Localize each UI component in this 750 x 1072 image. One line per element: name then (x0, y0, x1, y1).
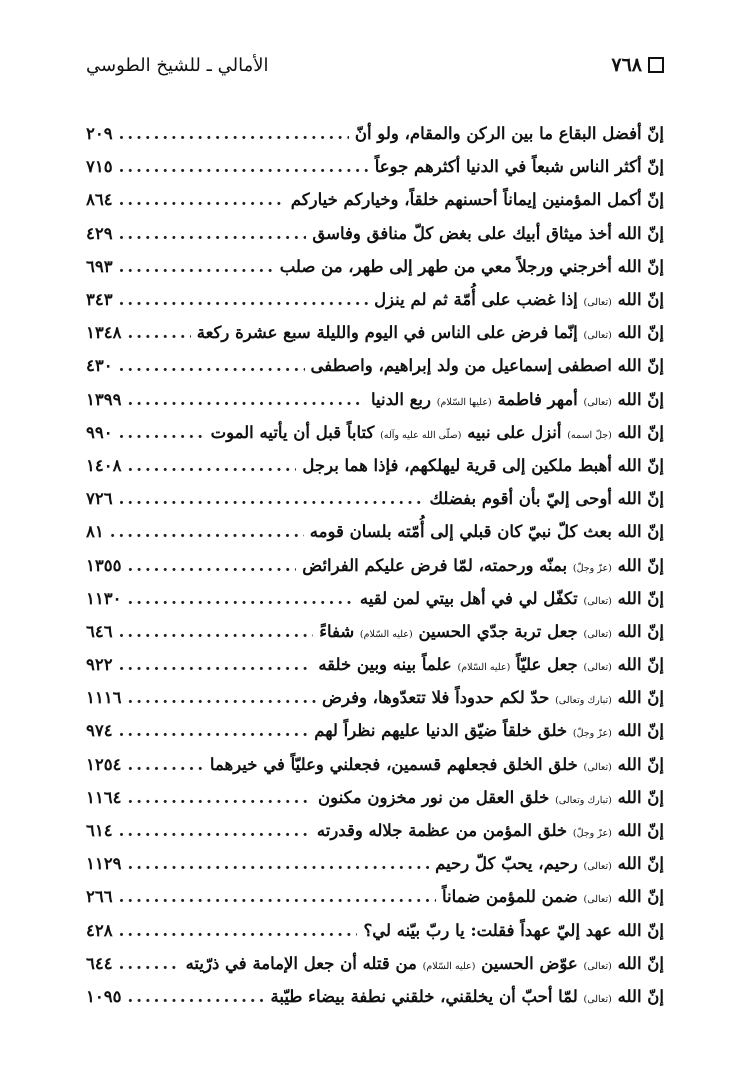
dot-leader (127, 556, 296, 575)
entry-text (211, 423, 664, 442)
entry-phrase: أمهر فاطمة (497, 389, 578, 409)
entry-phrase: إنّ الله (617, 854, 664, 874)
entry-text (314, 721, 664, 740)
entry-text (302, 556, 664, 575)
entry-page-number: ٦٤٦ (86, 621, 113, 641)
entry-phrase: إنّ الله بعث كلّ نبيّ كان قبلي إلى أُمّته بلسان قومه (309, 522, 664, 542)
index-entry (86, 316, 664, 349)
index-entry (86, 150, 664, 183)
entry-page-number: ٦١٤ (86, 821, 113, 841)
dot-leader (127, 788, 312, 807)
entry-text (429, 489, 664, 508)
index-entry (86, 482, 664, 515)
entry-text (271, 987, 665, 1006)
entry-honorific: (عليه السّلام) (457, 662, 511, 674)
dot-leader (127, 854, 429, 873)
entry-page-number: ٣٤٣ (86, 290, 113, 310)
entry-honorific: (تعالى) (583, 960, 612, 972)
entry-phrase: إنّ الله (617, 290, 664, 310)
entry-text (302, 456, 664, 475)
entry-phrase: إنّ الله (617, 422, 664, 442)
entry-page-number: ٧٢٦ (86, 489, 113, 509)
entry-honorific: (عليها السّلام) (436, 396, 492, 408)
index-entry (86, 914, 664, 947)
dot-leader (119, 423, 205, 442)
entry-phrase: إنّ الله (617, 555, 664, 575)
entry-honorific: (عليه السّلام) (422, 960, 476, 972)
entry-text (322, 688, 664, 707)
dot-leader (119, 290, 368, 309)
entry-page-number: ٦٤٤ (86, 953, 113, 973)
entry-text (360, 589, 664, 608)
entry-text (318, 788, 664, 807)
dot-leader (119, 489, 424, 508)
index-entry (86, 847, 664, 880)
entry-phrase: إنّ الله (617, 588, 664, 608)
entry-page-number: ٩٧٤ (86, 721, 113, 741)
entry-phrase: خلق الخلق فجعلهم قسمين، فجعلني وعليّاً في خيرهما (209, 754, 578, 774)
dot-leader (127, 589, 353, 608)
entry-text (363, 921, 664, 940)
entry-phrase: إنّ الله عهد إليّ عهداً فقلت: يا ربّ بيّنه لي؟ (363, 920, 664, 940)
index-entries (86, 117, 664, 1013)
index-entry (86, 515, 664, 548)
square-bullet-icon (648, 57, 664, 73)
index-entry (86, 250, 664, 283)
entry-page-number: ٢٦٦ (86, 887, 113, 907)
entry-phrase: إنّ الله أهبط ملكين إلى قرية ليهلكهم، فإذا هما برجل (302, 455, 664, 475)
entry-honorific: (تعالى) (583, 330, 612, 342)
index-entry (86, 880, 664, 913)
entry-page-number: ٩٩٠ (86, 422, 113, 442)
entry-honorific: (عزّ وجلّ) (572, 728, 612, 740)
entry-honorific: (عليه السّلام) (359, 628, 413, 640)
entry-page-number: ١٠٩٥ (86, 986, 122, 1006)
entry-phrase: إنّ الله اصطفى إسماعيل من ولد إبراهيم، واصطفى (310, 356, 664, 376)
dot-leader (119, 921, 358, 940)
entry-phrase: إنّ الله أخرجني ورجلاً معي من طهر إلى طهر، من صلب (279, 256, 664, 276)
dot-leader (119, 821, 311, 840)
entry-text (197, 323, 664, 342)
entry-honorific: (تعالى) (583, 993, 612, 1005)
entry-phrase: إنّ الله (617, 821, 664, 841)
entry-honorific: (عزّ وجلّ) (572, 562, 612, 574)
index-entry (86, 383, 664, 416)
index-entry (86, 748, 664, 781)
entry-text (319, 622, 664, 641)
dot-leader (119, 622, 314, 641)
entry-page-number: ١٣٥٥ (86, 555, 122, 575)
entry-phrase: إنّ الله (617, 953, 664, 973)
entry-honorific: (تعالى) (583, 595, 612, 607)
page-number (611, 54, 664, 76)
index-entry (86, 416, 664, 449)
index-entry (86, 615, 664, 648)
entry-text (310, 522, 664, 541)
book-title: الأمالي ـ للشيخ الطوسي (86, 54, 269, 76)
entry-page-number: ٩٢٢ (86, 655, 113, 675)
entry-page-number: ١١٢٩ (86, 854, 122, 874)
dot-leader (119, 257, 274, 276)
dot-leader (127, 390, 365, 409)
entry-page-number: ٦٩٣ (86, 256, 113, 276)
entry-page-number: ١١٣٠ (86, 588, 122, 608)
entry-phrase: إنّ الله (617, 323, 664, 343)
entry-honorific: (تعالى) (583, 761, 612, 773)
page-number-text: ٧٦٨ (611, 54, 642, 76)
entry-honorific: (تعالى) (583, 861, 612, 873)
index-entry (86, 217, 664, 250)
index-entry (86, 183, 664, 216)
index-entry (86, 582, 664, 615)
dot-leader (127, 987, 264, 1006)
entry-text (210, 755, 664, 774)
dot-leader (127, 688, 316, 707)
entry-honorific: (عزّ وجلّ) (572, 828, 612, 840)
dot-leader (119, 655, 313, 674)
entry-phrase: علماً بينه وبين خلقه (318, 655, 452, 675)
entry-phrase: إذا غضب على أُمّة ثم لم ينزل (374, 290, 578, 310)
entry-phrase: إنّ الله أخذ ميثاق أبيك على بغض كلّ منافق وفاسق (312, 223, 664, 243)
entry-text (317, 821, 664, 840)
entry-text (435, 854, 664, 873)
dot-leader (119, 190, 285, 209)
entry-phrase: إنّ الله (617, 754, 664, 774)
entry-phrase: عوّض الحسين (481, 953, 578, 973)
dot-leader (127, 456, 296, 475)
entry-page-number: ١٤٠٨ (86, 455, 122, 475)
entry-phrase: من قتله أن جعل الإمامة في ذرّيته (185, 953, 417, 973)
entry-phrase: ربع الدنيا (371, 389, 431, 409)
entry-text (374, 290, 664, 309)
entry-page-number: ٤٢٨ (86, 920, 113, 940)
entry-page-number: ١٣٤٨ (86, 323, 122, 343)
dot-leader (119, 224, 307, 243)
entry-phrase: جعل عليّاً (516, 655, 578, 675)
entry-phrase: إنّ الله (617, 721, 664, 741)
entry-page-number: ٧١٥ (86, 157, 113, 177)
index-entry (86, 548, 664, 581)
entry-phrase: إنّ أكمل المؤمنين إيماناً أحسنهم خلقاً، وخياركم خياركم (290, 190, 664, 210)
index-entry (86, 648, 664, 681)
index-entry (86, 283, 664, 316)
entry-page-number: ١٣٩٩ (86, 389, 122, 409)
entry-phrase: إنّ الله (617, 389, 664, 409)
entry-honorific: (جلّ اسمه) (567, 429, 612, 441)
entry-page-number: ٤٢٩ (86, 223, 113, 243)
dot-leader (119, 721, 309, 740)
entry-text (355, 124, 664, 143)
entry-phrase: إنّ الله (617, 688, 664, 708)
entry-text (375, 157, 664, 176)
entry-honorific: (تعالى) (583, 297, 612, 309)
entry-phrase: تكفّل لي في أهل بيتي لمن لقيه (359, 588, 578, 608)
index-entry (86, 947, 664, 980)
entry-phrase: بمنّه ورحمته، لمّا فرض عليكم الفرائض (302, 555, 568, 575)
entry-page-number: ١١٦٤ (86, 787, 122, 807)
entry-phrase: إنّ الله (617, 887, 664, 907)
index-entry (86, 714, 664, 747)
index-entry (86, 814, 664, 847)
entry-phrase: شفاءً (319, 621, 355, 641)
entry-text (186, 954, 664, 973)
entry-phrase: خلق خلقاً ضيّق الدنيا عليهم نظراً لهم (314, 721, 568, 741)
entry-text (318, 655, 664, 674)
index-entry (86, 349, 664, 382)
entry-phrase: حدّ لكم حدوداً فلا تتعدّوها، وفرض (322, 688, 550, 708)
dot-leader (119, 887, 436, 906)
entry-honorific: (تبارك وتعالى) (555, 695, 612, 707)
entry-honorific: (تعالى) (583, 662, 612, 674)
entry-phrase: إنّ الله (617, 986, 664, 1006)
entry-phrase: خلق العقل من نور مخزون مكنون (318, 787, 550, 807)
entry-phrase: إنّ الله أوحى إليّ بأن أقوم بفضلك (429, 489, 664, 509)
entry-phrase: إنّ أفضل البقاع ما بين الركن والمقام، ولو أنّ (354, 124, 664, 144)
entry-phrase: إنّ أكثر الناس شبعاً في الدنيا أكثرهم جوعاً (374, 157, 664, 177)
entry-phrase: إنّ الله (617, 621, 664, 641)
dot-leader (119, 356, 305, 375)
dot-leader (127, 323, 190, 342)
entry-text (312, 224, 664, 243)
entry-page-number: ٨١ (86, 522, 104, 542)
entry-honorific: (تعالى) (583, 628, 612, 640)
entry-honorific: (صلّى الله عليه وآله) (380, 429, 462, 441)
entry-page-number: ٢٠٩ (86, 124, 113, 144)
entry-page-number: ٨٦٤ (86, 190, 113, 210)
entry-page-number: ١٢٥٤ (86, 754, 122, 774)
index-entry (86, 681, 664, 714)
entry-phrase: أنزل على نبيه (467, 422, 562, 442)
entry-phrase: رحيم، يحبّ كلّ رحيم (435, 854, 578, 874)
entry-phrase: إنّما فرض على الناس في اليوم والليلة سبع عشرة ركعة (196, 323, 578, 343)
index-entry (86, 781, 664, 814)
entry-phrase: خلق المؤمن من عظمة جلاله وقدرته (316, 821, 568, 841)
entry-phrase: كتاباً قبل أن يأتيه الموت (210, 422, 375, 442)
entry-text (442, 887, 664, 906)
entry-phrase: ضمن للمؤمن ضماناً (442, 887, 578, 907)
index-entry (86, 980, 664, 1013)
page-header (86, 50, 664, 80)
dot-leader (119, 124, 349, 143)
entry-text (311, 356, 664, 375)
entry-phrase: إنّ الله (617, 655, 664, 675)
entry-text (291, 190, 664, 209)
entry-honorific: (تبارك وتعالى) (555, 794, 612, 806)
entry-page-number: ٤٣٠ (86, 356, 113, 376)
entry-text (371, 390, 664, 409)
index-entry (86, 449, 664, 482)
dot-leader (127, 755, 203, 774)
entry-honorific: (تعالى) (583, 894, 612, 906)
index-entry (86, 117, 664, 150)
entry-phrase: جعل تربة جدّي الحسين (418, 621, 578, 641)
entry-phrase: إنّ الله (617, 787, 664, 807)
dot-leader (119, 157, 369, 176)
entry-text (280, 257, 664, 276)
dot-leader (110, 522, 304, 541)
entry-honorific: (تعالى) (583, 396, 612, 408)
entry-page-number: ١١١٦ (86, 688, 122, 708)
entry-phrase: لمّا أحبّ أن يخلقني، خلقني نطفة بيضاء طيّبة (270, 986, 578, 1006)
dot-leader (119, 954, 180, 973)
